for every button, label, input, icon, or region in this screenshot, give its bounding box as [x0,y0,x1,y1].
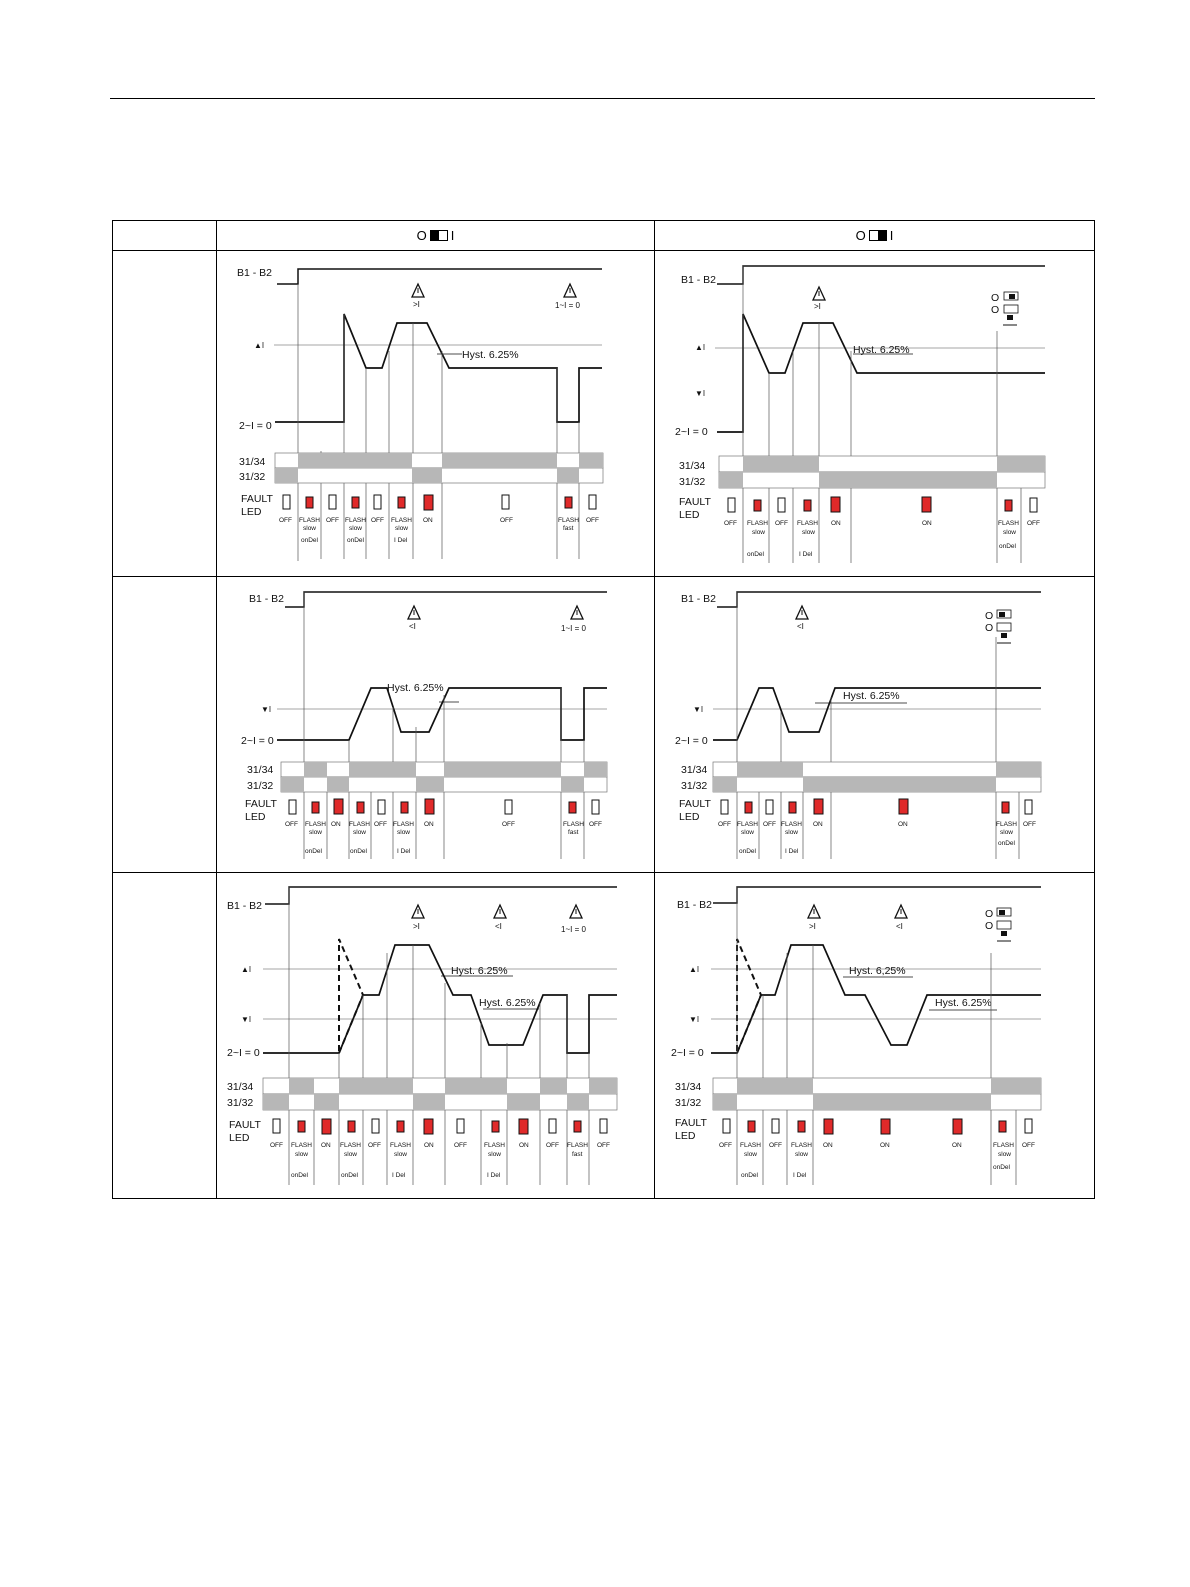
diagram-label: FLASH [781,821,802,828]
diagram-label: slow [295,1151,309,1158]
diagram-label: slow [998,1151,1012,1158]
diagram-label: ▼I [695,389,706,398]
diagram-label: LED [241,506,262,518]
diagram-label: >I [413,300,420,309]
header-empty-cell [113,221,217,251]
diagram-label: Hyst. 6.25% [387,682,444,694]
warning-triangle-icon [570,905,582,918]
diagram-window-left [217,873,655,1199]
diagram-label: OFF [371,517,384,524]
diagram-label: >I [809,922,816,931]
diagram-label: ON [823,1142,833,1149]
diagram-label: ▲I [254,341,265,350]
diagram-label: ON [813,821,823,828]
warning-triangle-icon [571,606,583,619]
svg-text:O: O [985,920,994,932]
diagram-label: B1 - B2 [681,593,717,605]
diagram-label: FLASH [563,821,584,828]
diagram-label: onDel [998,840,1015,847]
diagram-label: OFF [1023,821,1036,828]
diagram-label: FLASH [345,517,366,524]
diagram-label: FLASH [349,821,370,828]
diagram-label: slow [741,829,755,836]
diagram-label: FAULT [245,798,277,810]
diagram-label: OFF [775,520,788,527]
diagram-label: OFF [763,821,776,828]
diagram-label: slow [397,829,411,836]
diagram-label: LED [679,811,700,823]
diagram-label: LED [229,1132,250,1144]
switch-right-icon [869,230,887,241]
diagram-label: FAULT [679,798,711,810]
diagram-label: LED [675,1130,696,1142]
diagram-label: OFF [586,517,599,524]
diagram-label: B1 - B2 [677,899,713,911]
diagram-label: 31/34 [239,456,266,468]
diagram-label: 2~I = 0 [675,426,708,438]
diagram-label: ON [922,520,932,527]
diagram-label: ON [952,1142,962,1149]
diagram-label: FLASH [291,1142,312,1149]
diagram-undercurrent-left [217,577,655,873]
diagram-label: B1 - B2 [249,593,285,605]
header-right-switch: O I [655,221,1095,251]
diagram-window-right [655,873,1095,1199]
diagram-label: ▼I [693,705,704,714]
diagram-label: ON [424,1142,434,1149]
diagram-label: 1~I = 0 [561,925,586,934]
diagram-label: <I [409,622,416,631]
diagram-label: FLASH [299,517,320,524]
warning-triangle-icon [808,905,820,918]
diagram-label: slow [1000,829,1014,836]
diagram-label: I Del [785,848,799,855]
diagram-label: onDel [341,1172,358,1179]
diagram-label: onDel [350,848,367,855]
diagram-label: slow [744,1151,758,1158]
diagram-label: onDel [741,1172,758,1179]
diagram-label: <I [495,922,502,931]
svg-text:O: O [985,908,994,920]
diagram-label: FLASH [567,1142,588,1149]
diagram-label: OFF [1022,1142,1035,1149]
diagram-label: OFF [502,821,515,828]
diagram-label: fast [563,525,574,532]
diagram-label: OFF [589,821,602,828]
diagram-label: 2~I = 0 [241,735,274,747]
diagram-label: fast [568,829,579,836]
dip-switch-icon [997,908,1011,941]
diagram-label: OFF [279,517,292,524]
diagram-label: 31/32 [675,1097,702,1109]
diagram-label: ▲I [241,965,252,974]
diagram-label: FLASH [390,1142,411,1149]
diagram-label: OFF [1027,520,1040,527]
diagram-label: Hyst. 6.25% [462,349,519,361]
diagram-label: B1 - B2 [237,267,273,279]
warning-triangle-icon [564,284,576,297]
diagram-label: Hyst. 6.25% [853,344,910,356]
diagram-label: LED [245,811,266,823]
diagram-label: OFF [454,1142,467,1149]
diagram-label: FLASH [747,520,768,527]
led-icon [721,799,1032,814]
diagram-label: 2~I = 0 [675,735,708,747]
led-icon [723,1119,1032,1134]
led-icon [283,495,596,510]
diagram-label: OFF [719,1142,732,1149]
diagram-label: onDel [291,1172,308,1179]
diagram-label: OFF [374,821,387,828]
diagram-label: 31/32 [239,471,266,483]
diagram-label: ▼I [241,1015,252,1024]
diagram-label: I Del [397,848,411,855]
diagram-label: B1 - B2 [681,274,717,286]
page-top-rule [110,98,1095,99]
diagram-label: OFF [285,821,298,828]
diagram-label: 31/32 [679,476,706,488]
diagram-label: 31/34 [679,460,706,472]
diagram-label: 2~I = 0 [671,1047,704,1059]
diagram-label: >I [814,302,821,311]
diagram-label: slow [344,1151,358,1158]
diagram-label: FLASH [305,821,326,828]
warning-triangle-icon [412,905,424,918]
warning-triangle-icon [408,606,420,619]
diagram-label: ON [831,520,841,527]
diagram-label: onDel [999,543,1016,550]
diagram-label: slow [349,525,363,532]
diagram-label: FLASH [993,1142,1014,1149]
diagram-overcurrent-right [655,251,1095,577]
diagram-label: FLASH [393,821,414,828]
diagram-label: OFF [718,821,731,828]
diagram-label: ON [423,517,433,524]
diagram-label: slow [395,525,409,532]
diagram-label: ▲I [689,965,700,974]
svg-text:O: O [985,610,994,622]
diagram-label: OFF [270,1142,283,1149]
diagram-label: slow [752,529,766,536]
diagram-label: 1~I = 0 [561,624,586,633]
diagram-label: FLASH [558,517,579,524]
diagram-label: ON [321,1142,331,1149]
diagram-label: slow [309,829,323,836]
diagram-label: OFF [500,517,513,524]
diagram-label: FLASH [340,1142,361,1149]
diagram-label: fast [572,1151,583,1158]
row3-label-cell [113,873,217,1199]
svg-text:O: O [991,304,1000,316]
diagram-label: onDel [347,537,364,544]
diagram-label: OFF [546,1142,559,1149]
diagram-label: B1 - B2 [227,900,263,912]
svg-text:O: O [985,622,994,634]
diagram-label: 31/32 [227,1097,254,1109]
diagram-label: I Del [487,1172,501,1179]
diagram-label: <I [896,922,903,931]
diagram-label: slow [785,829,799,836]
diagram-label: ▼I [689,1015,700,1024]
diagram-label: FLASH [791,1142,812,1149]
diagram-label: ON [424,821,434,828]
diagram-label: OFF [597,1142,610,1149]
diagram-label: FLASH [391,517,412,524]
diagram-label: 31/32 [247,780,274,792]
warning-triangle-icon [813,287,825,300]
diagram-label: 2~I = 0 [227,1047,260,1059]
diagram-label: FAULT [241,493,273,505]
diagram-label: 2~I = 0 [239,420,272,432]
diagram-label: ▲I [695,343,706,352]
diagram-label: >I [413,922,420,931]
led-icon [728,497,1037,512]
diagram-label: onDel [301,537,318,544]
diagram-label: slow [1003,529,1017,536]
diagram-label: I Del [793,1172,807,1179]
diagram-label: slow [353,829,367,836]
diagram-label: Hyst. 6.25% [451,965,508,977]
diagram-overcurrent-left [217,251,655,577]
diagram-label: Hyst. 6.25% [843,690,900,702]
diagram-label: FLASH [484,1142,505,1149]
diagram-label: 31/34 [675,1081,702,1093]
diagram-label: ON [898,821,908,828]
diagram-label: slow [795,1151,809,1158]
diagram-label: FLASH [998,520,1019,527]
warning-triangle-icon [895,905,907,918]
diagram-label: <I [797,622,804,631]
diagram-label: ON [519,1142,529,1149]
diagram-label: FAULT [229,1119,261,1131]
diagram-label: onDel [739,848,756,855]
header-left-switch: O I [217,221,655,251]
diagram-label: FLASH [996,821,1017,828]
diagram-label: slow [802,529,816,536]
diagram-label: Hyst. 6,25% [849,965,906,977]
diagram-label: slow [303,525,317,532]
diagram-label: 31/34 [681,764,708,776]
row1-label-cell [113,251,217,577]
diagram-label: I Del [392,1172,406,1179]
diagram-label: Hyst. 6.25% [935,997,992,1009]
diagram-label: OFF [368,1142,381,1149]
diagram-label: 1~I = 0 [555,301,580,310]
diagram-label: OFF [724,520,737,527]
diagram-label: FAULT [675,1117,707,1129]
warning-triangle-icon [796,606,808,619]
dip-switch-icon [997,610,1011,643]
diagram-label: I Del [394,537,408,544]
diagram-label: FAULT [679,496,711,508]
dip-switch-icon [1003,292,1018,325]
diagram-label: Hyst. 6.25% [479,997,536,1009]
diagram-label: FLASH [797,520,818,527]
diagram-label: ▼I [261,705,272,714]
diagram-label: 31/32 [681,780,708,792]
diagram-label: FLASH [737,821,758,828]
diagram-label: slow [394,1151,408,1158]
row2-label-cell [113,577,217,873]
diagram-label: OFF [769,1142,782,1149]
switch-left-icon [430,230,448,241]
warning-triangle-icon [412,284,424,297]
timing-diagram-table [112,220,1095,1199]
diagram-label: slow [488,1151,502,1158]
diagram-label: onDel [993,1164,1010,1171]
diagram-label: OFF [326,517,339,524]
diagram-label: onDel [305,848,322,855]
diagram-label: LED [679,509,700,521]
diagram-label: onDel [747,551,764,558]
diagram-undercurrent-right [655,577,1095,873]
diagram-label: 31/34 [227,1081,254,1093]
diagram-label: ON [880,1142,890,1149]
diagram-label: 31/34 [247,764,274,776]
svg-text:O: O [991,292,1000,304]
led-icon [273,1119,607,1134]
diagram-label: I Del [799,551,813,558]
diagram-label: FLASH [740,1142,761,1149]
warning-triangle-icon [494,905,506,918]
diagram-label: ON [331,821,341,828]
